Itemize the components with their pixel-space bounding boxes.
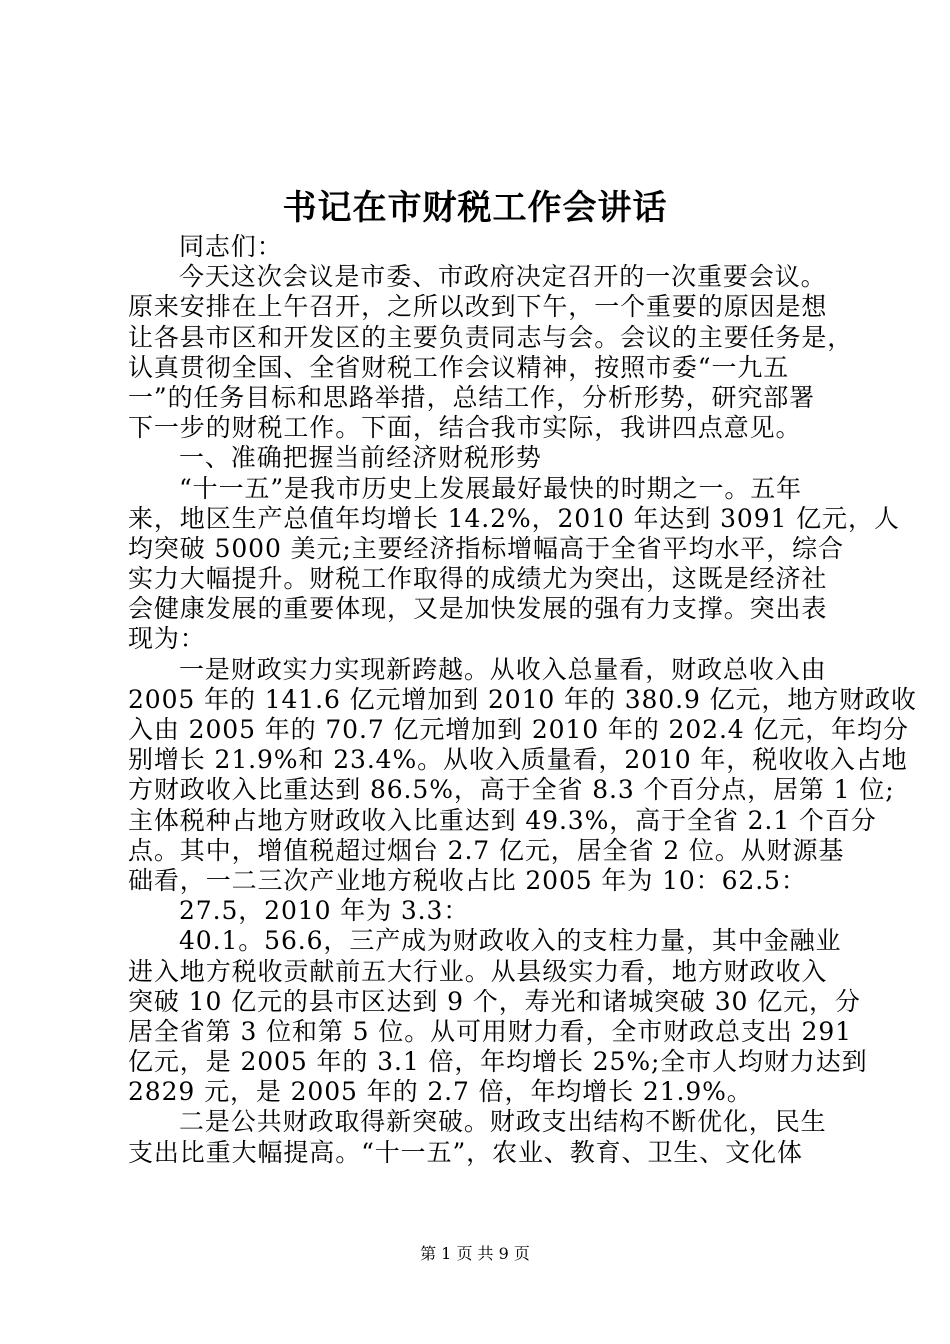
body-line: 方财政收入比重达到 86.5%，高于全省 8.3 个百分点，居第 1 位;	[128, 775, 895, 805]
body-line: 支出比重大幅提高。“十一五”，农业、教育、卫生、文化体	[128, 1137, 803, 1167]
body-line: 础看，一二三次产业地方税收占比 2005 年为 10：62.5：	[128, 865, 807, 895]
body-line: 今天这次会议是市委、市政府决定召开的一次重要会议。	[179, 262, 827, 292]
body-line: 会健康发展的重要体现，又是加快发展的强有力支撑。突出表	[128, 594, 828, 624]
body-line: 认真贯彻全国、全省财税工作会议精神，按照市委“一九五	[128, 352, 790, 382]
body-line: 二是公共财政取得新突破。财政支出结构不断优化，民生	[179, 1107, 827, 1137]
document-title: 书记在市财税工作会讲话	[282, 188, 668, 228]
body-line: “十一五”是我市历史上发展最好最快的时期之一。五年	[179, 473, 803, 503]
body-line: 下一步的财税工作。下面，结合我市实际，我讲四点意见。	[128, 413, 802, 443]
document-body	[128, 232, 917, 1168]
page-footer: 第 1 页 共 9 页	[420, 1244, 530, 1263]
body-line: 现为：	[128, 624, 206, 654]
body-line: 27.5，2010 年为 3.3：	[179, 896, 470, 926]
body-line: 让各县市区和开发区的主要负责同志与会。会议的主要任务是，	[128, 322, 854, 352]
body-line: 亿元，是 2005 年的 3.1 倍，年均增长 25%;全市人均财力达到	[128, 1047, 868, 1077]
body-line: 别增长 21.9%和 23.4%。从收入质量看，2010 年，税收收入占地	[128, 745, 908, 775]
body-line: 来，地区生产总值年均增长 14.2%，2010 年达到 3091 亿元，人	[128, 503, 900, 533]
body-line: 均突破 5000 美元;主要经济指标增幅高于全省平均水平，综合	[128, 533, 844, 563]
body-line: 2005 年的 141.6 亿元增加到 2010 年的 380.9 亿元，地方财政收	[128, 684, 917, 714]
body-line: 40.1。56.6，三产成为财政收入的支柱力量，其中金融业	[179, 926, 842, 956]
body-line: 同志们：	[179, 232, 283, 261]
body-line: 入由 2005 年的 70.7 亿元增加到 2010 年的 202.4 亿元，年均分	[128, 715, 909, 744]
body-line: 主体税种占地方财政收入比重达到 49.3%，高于全省 2.1 个百分	[128, 805, 877, 835]
body-line: 一是财政实力实现新跨越。从收入总量看，财政总收入由	[179, 654, 827, 684]
body-line: 点。其中，增值税超过烟台 2.7 亿元，居全省 2 位。从财源基	[128, 835, 845, 865]
body-line: 进入地方税收贡献前五大行业。从县级实力看，地方财政收入	[128, 956, 828, 986]
body-line: 突破 10 亿元的县市区达到 9 个，寿光和诸城突破 30 亿元，分	[128, 986, 861, 1016]
body-line: 居全省第 3 位和第 5 位。从可用财力看，全市财政总支出 291	[128, 1016, 852, 1046]
body-line: 2829 元，是 2005 年的 2.7 倍，年均增长 21.9%。	[128, 1077, 753, 1107]
body-line: 实力大幅提升。财税工作取得的成绩尤为突出，这既是经济社	[128, 564, 828, 594]
body-line: 原来安排在上午召开，之所以改到下午，一个重要的原因是想	[128, 292, 828, 322]
body-line: 一”的任务目标和思路举措，总结工作，分析形势，研究部署	[128, 382, 816, 412]
body-line: 一、准确把握当前经济财税形势	[179, 443, 542, 473]
